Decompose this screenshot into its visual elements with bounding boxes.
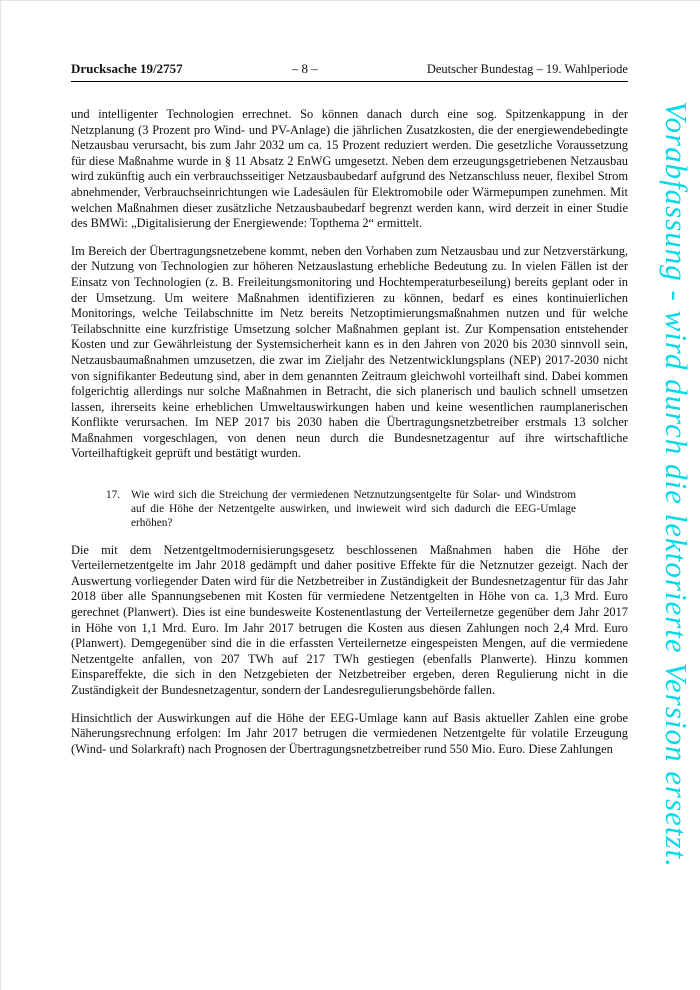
vorabfassung-watermark: Vorabfassung - wird durch die lektorierte Version ersetzt. bbox=[659, 101, 694, 868]
question-text: Wie wird sich die Streichung der vermiedenen Netznutzungsentgelte für Solar- und Windstrom auf die Höhe der Netzentgelte auswirken, und inwieweit wird sich dadurch die EEG-Umlage erhöhen? bbox=[131, 489, 576, 530]
drucksache-label: Drucksache bbox=[71, 61, 137, 76]
body-paragraph-2: Im Bereich der Übertragungsnetzebene kommt, neben den Vorhaben zum Netzausbau und zur Netzverstärkung, der Nutzung von Technologien zur höheren Netzauslastung erhebliche Bedeutung zu. In vielen Fällen ist der Einsatz von Technologien (z. B. Freileitungsmonitoring und Hochtemperaturbeseilung) bereits geplant oder in der Umsetzung. Um weitere Maßnahmen identifizieren zu können, bedarf es eines kontinuierlichen Monitorings, welche Teilabschnitte im Netz bereits Netzoptimierungsmaßnahmen nutzen und für welche Teilabschnitte eine kurzfristige Umsetzung solcher Maßnahmen geplant ist. Zur Kompensation entstehender Kosten und zur Gewährleistung der Systemsicherheit kann es in den Jahren von 2020 bis 2030 sinnvoll sein, Netzausbaumaßnahmen umzusetzen, die zwar im Zieljahr des Netzentwicklungsplans (NEP) 2017-2030 nicht von signifikanter Bedeutung sind, aber in dem genannten Zeitraum gleichwohl vorteilhaft sind. Dabei kommen folgerichtig allerdings nur solche Maßnahmen in Betracht, die sich planerisch und baulich schnell umsetzen lassen, ihrerseits keine erheblichen Umweltauswirkungen haben und keine wesentlichen raumplanerischen Konflikte verursachen. Im NEP 2017 bis 2030 haben die Übertragungsnetzbetreiber erstmals 13 solcher Maßnahmen vorgeschlagen, von denen neun durch die Bundesnetzagentur auf ihre wirtschaftliche Vorteilhaftigkeit geprüft und bestätigt wurden. bbox=[71, 243, 628, 461]
header-drucksache bbox=[71, 61, 183, 77]
body-paragraph-3: Die mit dem Netzentgeltmodernisierungsgesetz beschlossenen Maßnahmen haben die Höhe der Verteilernetzentgelte im Jahr 2018 gedämpft und daher positive Effekte für die Netznutzer gezeigt. Nach der Auswertung vorliegender Daten wird für die Netzbetreiber in Zuständigkeit der Bundesnetzagentur für das Jahr 2018 über alle Spannungsebenen mit Kosten für vermiedene Netzentgelten in Höhe von ca. 1,3 Mrd. Euro gerechnet (Planwert). Dies ist eine bundesweite Kostenentlastung der Verteilernetze gegenüber dem Jahr 2017 in Höhe von 1,1 Mrd. Euro. Im Jahr 2017 betrugen die Kosten aus diesen Zahlungen noch 2,4 Mrd. Euro (Planwert). Demgegenüber sind die in die erfassten Verteilernetze eingespeisten Mengen, auf die vermiedene Netzentgelte anfallen, von 207 TWh auf 217 TWh gestiegen (ebenfalls Planwerte). Hinzu kommen Einspareffekte, die sich in den Netzgebieten der Netzbetreiber ergeben, deren Regulierung nicht in die Zuständigkeit der Bundesnetzagentur, sondern der Landesregulierungsbehörde fallen. bbox=[71, 542, 628, 698]
question-number: 17. bbox=[106, 489, 121, 502]
document-body bbox=[71, 107, 628, 769]
body-paragraph-1: und intelligenter Technologien errechnet. So können danach durch eine sog. Spitzenkappung in der Netzplanung (3 Prozent pro Wind- und PV-Anlage) die jährlichen Zusatzkosten, die der energiewendebedingte Netzausbau verursacht, bis zum Jahr 2032 um ca. 15 Prozent reduziert werden. Die gesetzliche Voraussetzung für diese Maßnahme wurde in § 11 Absatz 2 EnWG umgesetzt. Neben dem erzeugungsgetriebenen Netzausbau wird zukünftig auch ein verbrauchsseitiger Netzausbaubedarf aufgrund des Netzanschluss neuer, flexibel Strom abnehmender, Verbrauchseinrichtungen wie Ladesäulen für Elektromobile oder Wärmepumpen zunehmen. Mit welchen Maßnahmen dieser zusätzliche Netzausbaubedarf begrenzt werden kann, wird derzeit in einer Studie des BMWi: „Digitalisierung der Energiewende: Topthema 2“ ermittelt. bbox=[71, 107, 628, 231]
header-rule bbox=[71, 81, 628, 82]
page-number: – 8 – bbox=[291, 61, 318, 76]
page-header bbox=[71, 61, 628, 77]
body-paragraph-4: Hinsichtlich der Auswirkungen auf die Höhe der EEG-Umlage kann auf Basis aktueller Zahlen eine grobe Näherungsrechnung erfolgen: Im Jahr 2017 betrugen die vermiedenen Netzentgelte für volatile Erzeugung (Wind- und Solarkraft) nach Prognosen der Übertragungsnetzbetreiber rund 550 Mio. Euro. Diese Zahlungen bbox=[71, 710, 628, 756]
header-publication-title: Deutscher Bundestag – 19. Wahlperiode bbox=[426, 62, 628, 76]
drucksache-number: 19/2757 bbox=[139, 61, 183, 76]
question-17-block bbox=[71, 488, 628, 531]
